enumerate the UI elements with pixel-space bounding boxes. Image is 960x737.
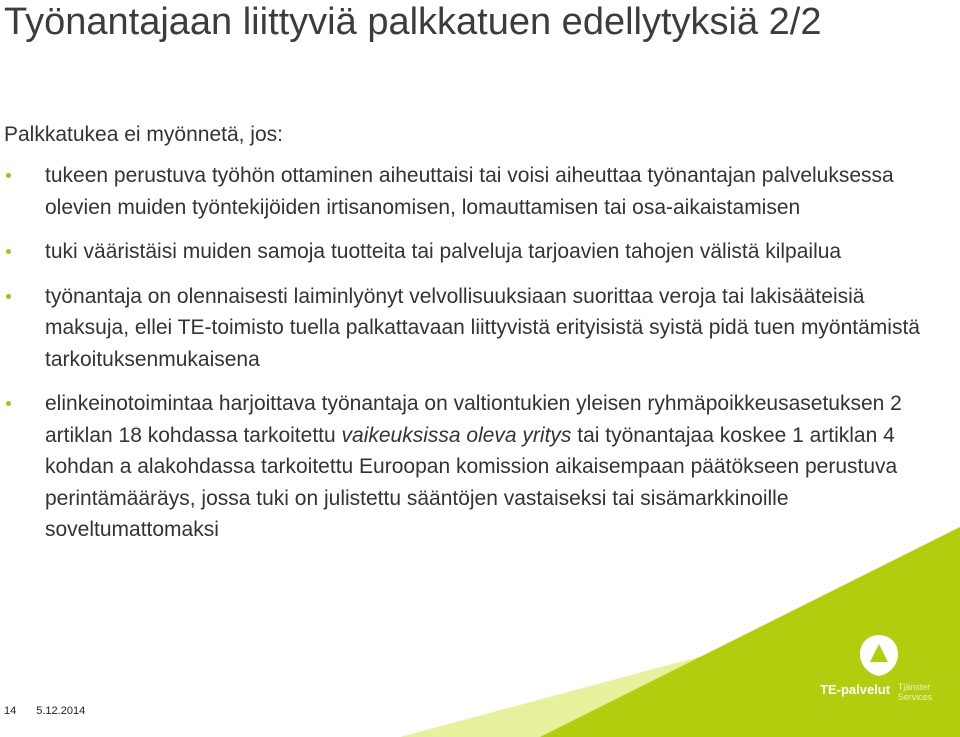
bullet-list [0,160,930,559]
bullet-item [0,236,930,268]
page-number: 14 [4,705,17,717]
logo-tagline-1: Tjänster [897,682,931,692]
bullet-text: työnantaja on olennaisesti laiminlyönyt velvollisuuksiaan suorittaa veroja tai lakisääteisiä maksuja, ellei TE-toimisto tuella palkattavaan liittyvistä erityisistä syistä pidä tuen myöntämistä tarkoituksenmukaisena [45,284,920,371]
logo-tagline-2: Services [897,692,933,702]
intro-text: Palkkatukea ei myönnetä, jos: [4,123,283,146]
bullet-item [0,388,930,546]
logo-brand-text: TE-palvelut [820,682,891,697]
slide-title: Työnantajaan liittyviä palkkatuen edellytyksiä 2/2 [4,1,822,43]
bullet-item [0,281,930,376]
footer-date: 5.12.2014 [36,705,86,717]
bullet-text-part1: elinkeinotoimintaa harjoittava työnantaja on valtiontukien yleisen ryhmäpoikkeusasetuksen 2 artiklan 18 kohdassa tarkoitettu [45,392,902,447]
bullet-text: tukeen perustuva työhön ottaminen aiheuttaisi tai voisi aiheuttaa työnantajan palveluksessa olevien muiden työntekijöiden irtisanomisen, lomauttamisen tai osa-aikaistamisen [45,164,894,219]
footer [4,705,105,717]
bullet-item [0,160,930,223]
te-palvelut-logo [820,632,933,712]
bullet-text-italic: vaikeuksissa oleva yritys [341,423,572,447]
bullet-text: tuki vääristäisi muiden samoja tuotteita tai palveluja tarjoavien tahojen välistä kilpailua [45,240,842,263]
bullet-text-part2: tai työnantajaa koskee 1 artiklan 4 kohdan a alakohdassa tarkoitettu Euroopan komission aikaisempaan päätökseen perustuva perintämääräys, jossa tuki on julistettu sääntöjen vastaiseksi tai sisämarkkinoille soveltumattomaksi [45,423,898,541]
te-palvelut-logo-icon [856,632,902,678]
